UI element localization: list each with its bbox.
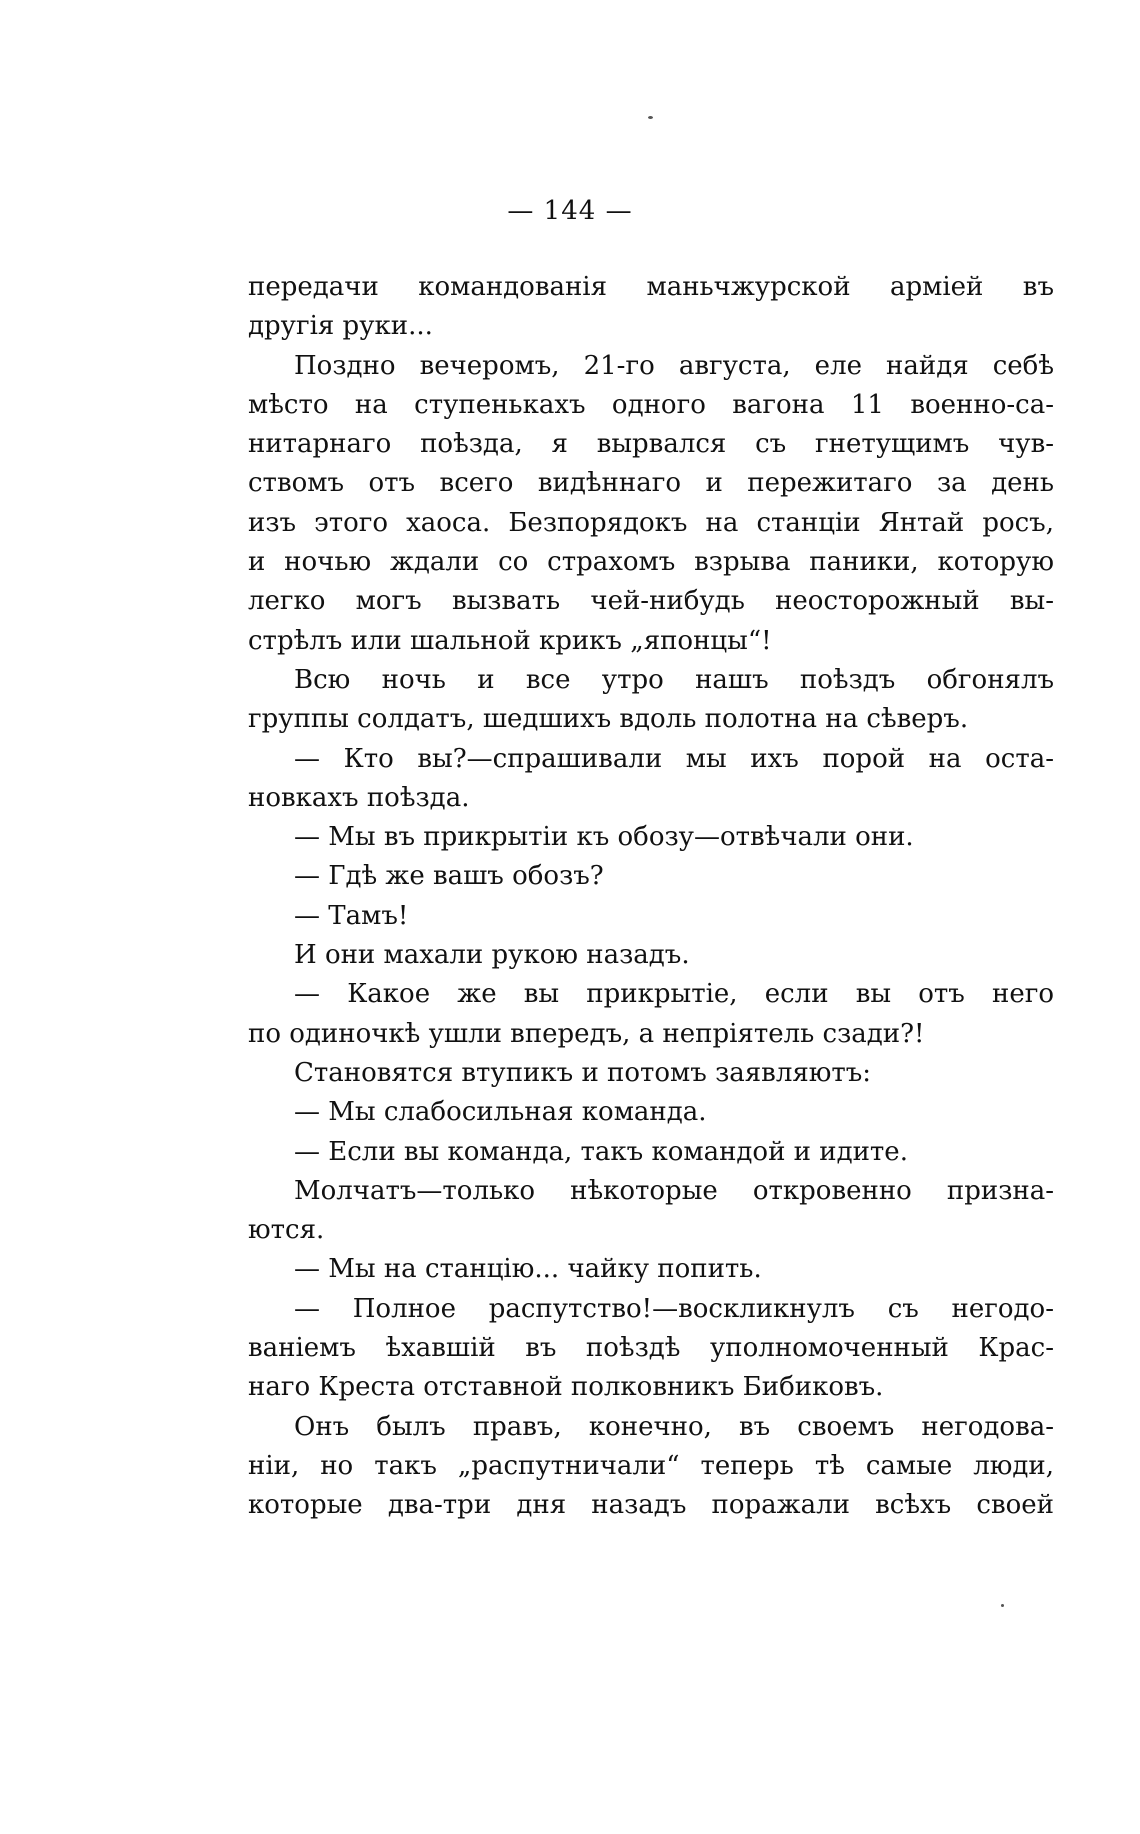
text-line: ваніемъ ѣхавшій въ поѣздѣ уполномоченный Крас- xyxy=(248,1333,1054,1364)
text-line: — Мы слабосильная команда. xyxy=(294,1097,707,1128)
text-line: — Полное распутство!—воскликнулъ съ негодо- xyxy=(294,1293,1054,1324)
ink-speck xyxy=(648,116,653,119)
body-text xyxy=(248,268,1054,1526)
text-line: мѣсто на ступенькахъ одного вагона 11 военно-са- xyxy=(248,389,1054,420)
text-line: и ночью ждали со страхомъ взрыва паники, которую xyxy=(248,547,1054,578)
text-line: легко могъ вызвать чей-нибудь неосторожный вы- xyxy=(248,586,1054,617)
page-number: — 144 — xyxy=(507,196,633,226)
text-line: изъ этого хаоса. Безпорядокъ на станціи Янтай росъ, xyxy=(248,507,1054,538)
text-line: ются. xyxy=(248,1215,325,1246)
text-line: Всю ночь и все утро нашъ поѣздъ обгонялъ xyxy=(294,664,1054,695)
text-line: И они махали рукою назадъ. xyxy=(294,940,690,971)
text-line: наго Креста отставной полковникъ Бибиковъ. xyxy=(248,1372,884,1403)
text-line: нитарнаго поѣзда, я вырвался съ гнетущимъ чув- xyxy=(248,429,1054,460)
text-line: — Мы въ прикрытіи къ обозу—отвѣчали они. xyxy=(294,822,914,853)
text-line: группы солдатъ, шедшихъ вдоль полотна на сѣверъ. xyxy=(248,704,969,735)
text-line: — Если вы команда, такъ командой и идите. xyxy=(294,1136,908,1167)
text-line: Молчатъ—только нѣкоторые откровенно призна- xyxy=(294,1175,1054,1206)
text-line: Онъ былъ правъ, конечно, въ своемъ негодова- xyxy=(294,1411,1054,1442)
text-line: — Гдѣ же вашъ обозъ? xyxy=(294,861,604,892)
text-line: новкахъ поѣзда. xyxy=(248,782,470,813)
ink-speck xyxy=(1001,1604,1004,1607)
text-line: по одиночкѣ ушли впередъ, а непріятель сзади?! xyxy=(248,1018,925,1049)
text-line: — Какое же вы прикрытіе, если вы отъ него xyxy=(294,979,1054,1010)
text-line: стрѣлъ или шальной крикъ „японцы“! xyxy=(248,625,772,656)
text-line: — Тамъ! xyxy=(294,900,409,931)
text-line: — Кто вы?—спрашивали мы ихъ порой на оста- xyxy=(294,743,1054,774)
text-line: — Мы на станцію... чайку попить. xyxy=(294,1254,762,1285)
text-line: ствомъ отъ всего видѣннаго и пережитаго за день xyxy=(248,468,1054,499)
text-line: другія руки... xyxy=(248,311,433,342)
text-line: передачи командованія маньчжурской арміей въ xyxy=(248,272,1054,302)
text-line: которые два-три дня назадъ поражали всѣхъ своей xyxy=(248,1490,1054,1521)
text-line: ніи, но такъ „распутничали“ теперь тѣ самые люди, xyxy=(248,1450,1054,1481)
text-line: Становятся втупикъ и потомъ заявляютъ: xyxy=(294,1057,872,1088)
text-line: Поздно вечеромъ, 21-го августа, еле найдя себѣ xyxy=(294,350,1054,381)
